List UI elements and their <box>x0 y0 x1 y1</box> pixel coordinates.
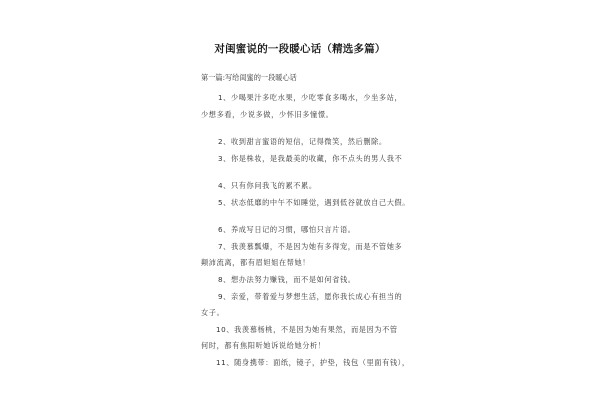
document-title: 对闺蜜说的一段暖心话（精选多篇） <box>214 43 386 55</box>
text-line: 女子。 <box>201 308 225 317</box>
text-line: 9、亲爱，带着爱与梦想生活，愿你我长成心有担当的 <box>218 292 403 301</box>
text-line: 8、想办法努力赚钱，而不是如何省钱。 <box>218 275 356 284</box>
text-line: 1、少喝果汁多吃水果，少吃零食多喝水，少坐多站， <box>218 93 403 102</box>
section-heading: 第一篇:写给闺蜜的一段暖心话 <box>201 73 297 82</box>
text-line: 5、状态低靡的中午不如睡觉，遇到低谷就放自己大假。 <box>218 198 411 207</box>
text-line: 11、随身携带：面纸，镜子，护垫，钱包（里面有钱）， <box>216 358 410 367</box>
text-line: 颠沛流离，都有眉妲姐在帮她！ <box>201 258 311 267</box>
text-line: 10、我羡慕杨桃，不是因为她有果然，而是因为不管 <box>216 325 398 334</box>
text-line: 7、我羡慕瓢爆，不是因为她有多得宠，而是不管她多 <box>218 242 403 251</box>
text-line: 4、只有你问我飞的累不累。 <box>218 181 317 190</box>
text-line: 何时，都有焦阳听她诉说给她分析！ <box>201 341 326 350</box>
text-line: 少想多看，少说多做，少怀旧多憧憬。 <box>201 110 334 119</box>
text-line: 2、收到甜言蜜语的短信，记得微笑，然后删除。 <box>218 137 387 146</box>
text-line: 3、你是株妆，是我最美的收藏，你不点头的男人我不 <box>218 154 403 163</box>
text-line: 6、养成写日记的习惯，哪怕只言片语。 <box>218 225 356 234</box>
